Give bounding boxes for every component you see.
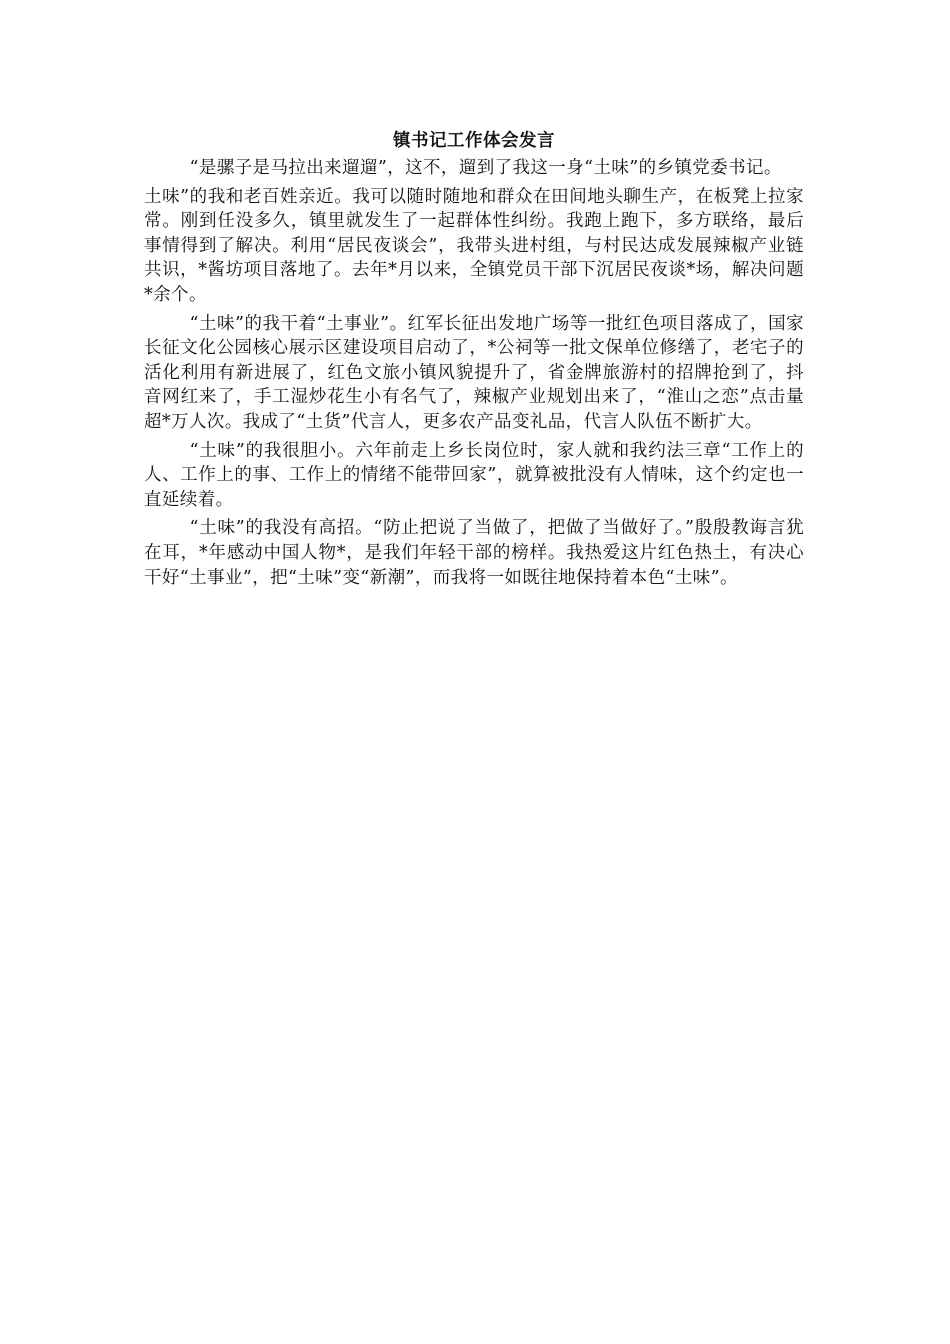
paragraph-no-tricks: “土味”的我没有高招。“防止把说了当做了，把做了当做好了。”殷殷教诲言犹在耳，*年感动中国人物*，是我们年轻干部的榜样。我热爱这片红色热土，有决心干好“土事业”，把“土味”变“新潮”，而我将一如既往地保持着本色“土味”。 xyxy=(144,518,804,588)
paragraph-local-projects: “土味”的我干着“土事业”。红军长征出发地广场等一批红色项目落成了，国家长征文化公园核心展示区建设项目启动了，*公祠等一批文保单位修缮了，老宅子的活化利用有新进展了，红色文旅小镇风貌提升了，省金牌旅游村的招牌抢到了，抖音网红来了，手工湿炒花生小有名气了，辣椒产业规划出来了，“淮山之恋”点击量超*万人次。我成了“土货”代言人，更多农产品变礼品，代言人队伍不断扩大。 xyxy=(144,313,804,432)
paragraph-close-to-people: 土味”的我和老百姓亲近。我可以随时随地和群众在田间地头聊生产，在板凳上拉家常。刚到任没多久，镇里就发生了一起群体性纠纷。我跑上跑下，多方联络，最后事情得到了解决。利用“居民夜谈会”，我带头进村组，与村民达成发展辣椒产业链共识，*酱坊项目落地了。去年*月以来，全镇党员干部下沉居民夜谈*场，解决问题*余个。 xyxy=(144,186,804,305)
document-title: 镇书记工作体会发言 xyxy=(393,131,555,151)
paragraph-intro: “是骡子是马拉出来遛遛”，这不，遛到了我这一身“土味”的乡镇党委书记。 xyxy=(189,158,782,178)
document-body xyxy=(144,126,804,594)
paragraph-family-rules: “土味”的我很胆小。六年前走上乡长岗位时，家人就和我约法三章“工作上的人、工作上的事、工作上的情绪不能带回家”，就算被批没有人情味，这个约定也一直延续着。 xyxy=(144,440,804,510)
